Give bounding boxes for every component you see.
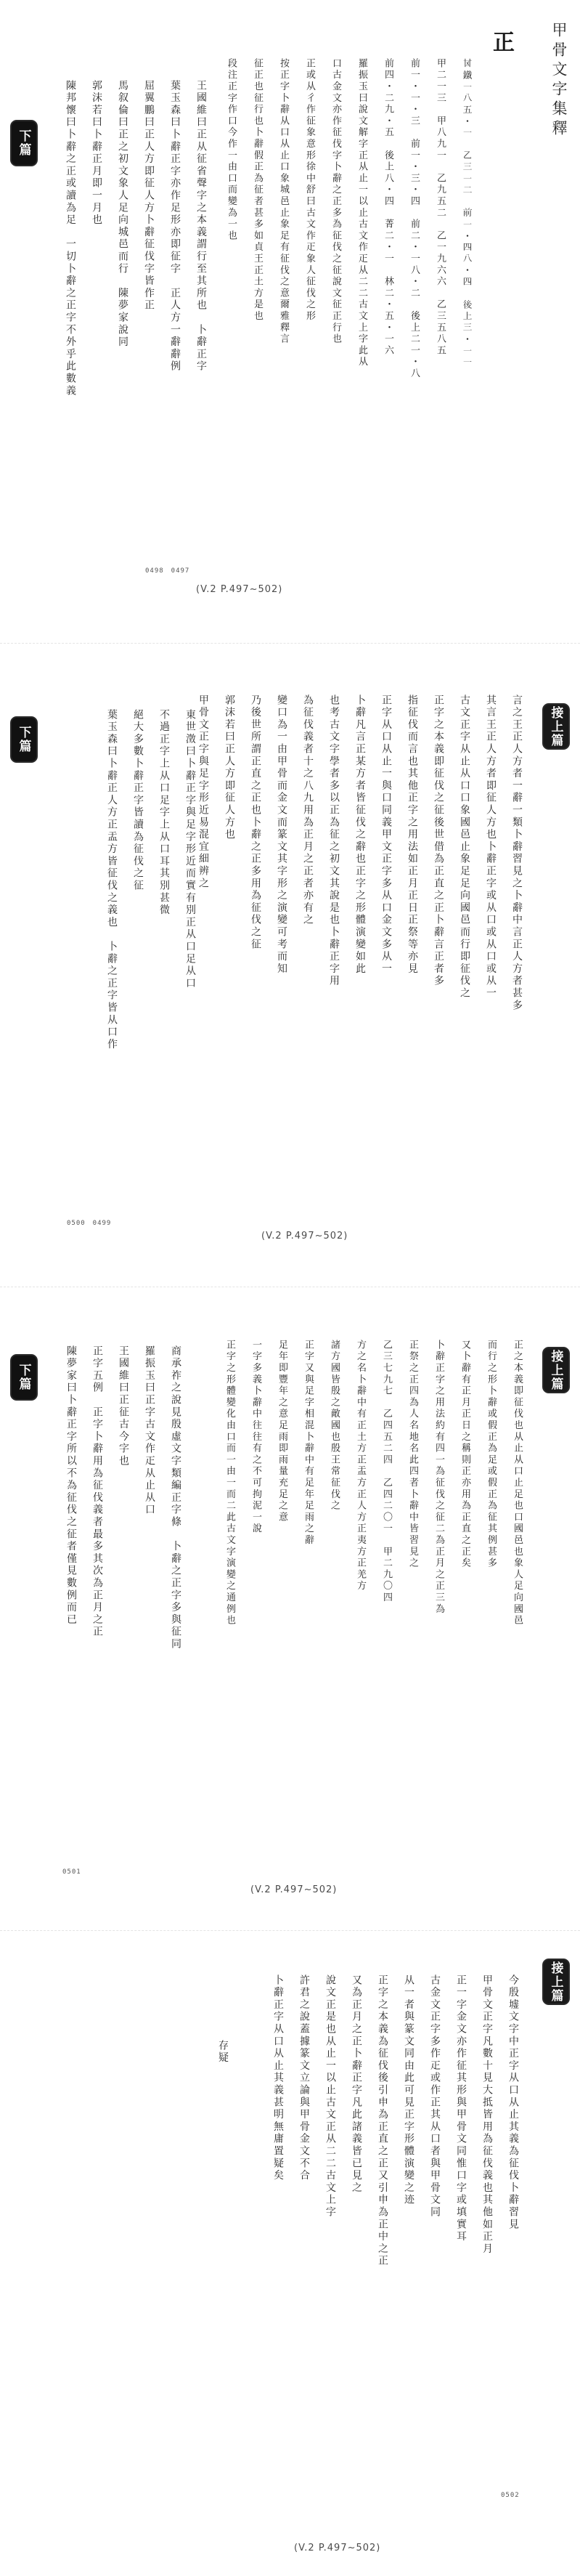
seal-prev: 下篇 bbox=[10, 120, 38, 166]
page2-commentary-text: 東世澂曰卜辭正字與足字形近而實有別正从口足从口 不過正字上从口足字上从口耳其別甚微 絕大多數卜辭正字皆讀為征伐之征 葉玉森曰卜辭正人方正盂方皆征伐之義也 卜辭之正字皆从口作 bbox=[106, 709, 196, 1051]
page3-reference: (V.2 P.497~502) bbox=[250, 1884, 338, 1895]
page4-page-numbers: 0502 bbox=[501, 2492, 520, 2499]
page1-page-numbers: 0498 0497 bbox=[145, 567, 190, 575]
page-1 bbox=[0, 0, 580, 644]
page2-main-text: 言之王正人方者一辭一類卜辭習見之卜辭中言正人方者甚多 其言王正人方者即征人方也卜辭正字或从口或从口或从一 古文正字从止从口口象國邑止象足足向國邑而行即征伐之 正字之本義即征伐之征後世借為正直之正卜辭言正者多 指征伐而言也其他正字之用法如正月正日正祭等亦見 正字从口从止一與口同義甲文正字多从口金文多从一 卜辭凡言正某方者皆征伐之辭也正字之形體演變如此 也考古文字學者多以正為征之初文其說是也卜辭正字用 為征伐義者十之八九用為正月之正者亦有之 變口為一由甲骨而金文而篆文其字形之演變可考而知 乃後世所謂正直之正也卜辭之正多用為征伐之征 郭沫若曰正人方即征人方也 甲骨文正字與足字形近易混宜細辨之 bbox=[197, 694, 523, 1012]
seal-cont: 接上篇 bbox=[542, 703, 570, 750]
page1-main-text: 𠀠鐵一八五・一 乙三一二 前一・四八・四 後上三・一一 甲二一三 甲八九一 乙九五二 乙一九六六 乙三五八五 前一・一・三 前一・三・四 前二・一八・二 後上二一・八 前四・二九・五 後上八・四 菁二・一 林二・五・一六 羅振玉曰說文解字正从止一以止古文作𤴓从二二古文上字此从 口古金文亦作征伐字卜辭之正多為征伐之征說文征正行也 正或从彳作征象意形徐中舒曰古文作𤴓象人征伐之形 按正字卜辭从口从止口象城邑止象足有征伐之意爾雅釋言 征正也征行也卜辭假正為征者甚多如貞王正土方是也 段注正字作口今作一由口而變為一也 bbox=[226, 58, 472, 380]
page1-commentary-text: 王國維曰正从征省聲字之本義謂行至其所也 卜辭正字 葉玉森曰卜辭正字亦作足形亦即征字 正人方一辭辭例 屈翼鵬曰正人方即征人方卜辭征伐字皆作正 馬叙倫曰正之初文象人足向城邑而行 陳夢家說同 郭沫若曰卜辭正月即一月也 陳邦懷曰卜辭之正或讀為足 一切卜辭之正字不外乎此數義 bbox=[65, 80, 207, 397]
page3-commentary-text: 商承祚之說見殷虛文字類編正字條 卜辭之正字多與征同 羅振玉曰正字古文作𤴓从止从口 王國維曰正征古今字也 正字五例 正字卜辭用為征伐義者最多其次為正月之正 陳夢家曰卜辭正字所以不為征伐之征者僅見數例而已 bbox=[65, 1345, 181, 1650]
page2-reference: (V.2 P.497~502) bbox=[261, 1231, 348, 1242]
page2-page-numbers: 0500 0499 bbox=[67, 1220, 112, 1227]
page4-commentary-text: 存疑 bbox=[217, 2040, 229, 2065]
book-title: 甲骨文字集釋 bbox=[550, 22, 568, 139]
page1-reference: (V.2 P.497~502) bbox=[196, 584, 283, 595]
seal-cont: 接上篇 bbox=[542, 1347, 570, 1393]
page3-page-numbers: 0501 bbox=[62, 1868, 81, 1876]
page-3 bbox=[0, 1287, 580, 1931]
entry-heading: 正 bbox=[489, 31, 514, 54]
seal-cont: 接上篇 bbox=[542, 1959, 570, 2005]
page3-main-text: 正之本義即征伐也从止从口止足也口國邑也象人足向國邑 而行之形卜辭或假正為足或假正為征其例甚多 又卜辭有正月正日之稱則正亦用為正直之正矣 卜辭正字之用法約有四一為征伐之征二為正月之正三為 正祭之正四為人名地名此四者卜辭中皆習見之 乙三七九七 乙四五二四 乙四二〇一 甲二九〇四 方之名卜辭中有正土方正盂方正人方正夷方正羌方 諸方國皆殷之敵國也殷王常征伐之 正字又與足字相混卜辭中有足年足雨之辭 足年即豐年之意足雨即雨量充足之意 一字多義卜辭中往往有之不可拘泥一說 正字之形體變化由口而一由一而二此古文字演變之通例也 bbox=[224, 1340, 523, 1627]
seal-prev: 下篇 bbox=[10, 716, 38, 763]
page-2 bbox=[0, 644, 580, 1287]
seal-prev: 下篇 bbox=[10, 1354, 38, 1401]
page-4 bbox=[0, 1931, 580, 2575]
page4-main-text: 今殷墟文字中正字从口从止其義為征伐卜辭習見 甲骨文正字凡數十見大抵皆用為征伐義也其他如正月 正一字金文亦作征其形與甲骨文同惟口字或填實耳 古金文正字多作𤴓或作正其从口者與甲骨文同 从一者與篆文同由此可見正字形體演變之迹 正字之本義為征伐後引申為正直之正又引申為正中之正 又為正月之正卜辭正字凡此諸義皆已見之 說文正是也从止一以止古文正从二二古文上字 許君之說蓋據篆文立論與甲骨金文不合 卜辭正字从口从止其義甚明無庸置疑矣 bbox=[272, 1974, 519, 2268]
page4-reference: (V.2 P.497~502) bbox=[294, 2543, 381, 2553]
